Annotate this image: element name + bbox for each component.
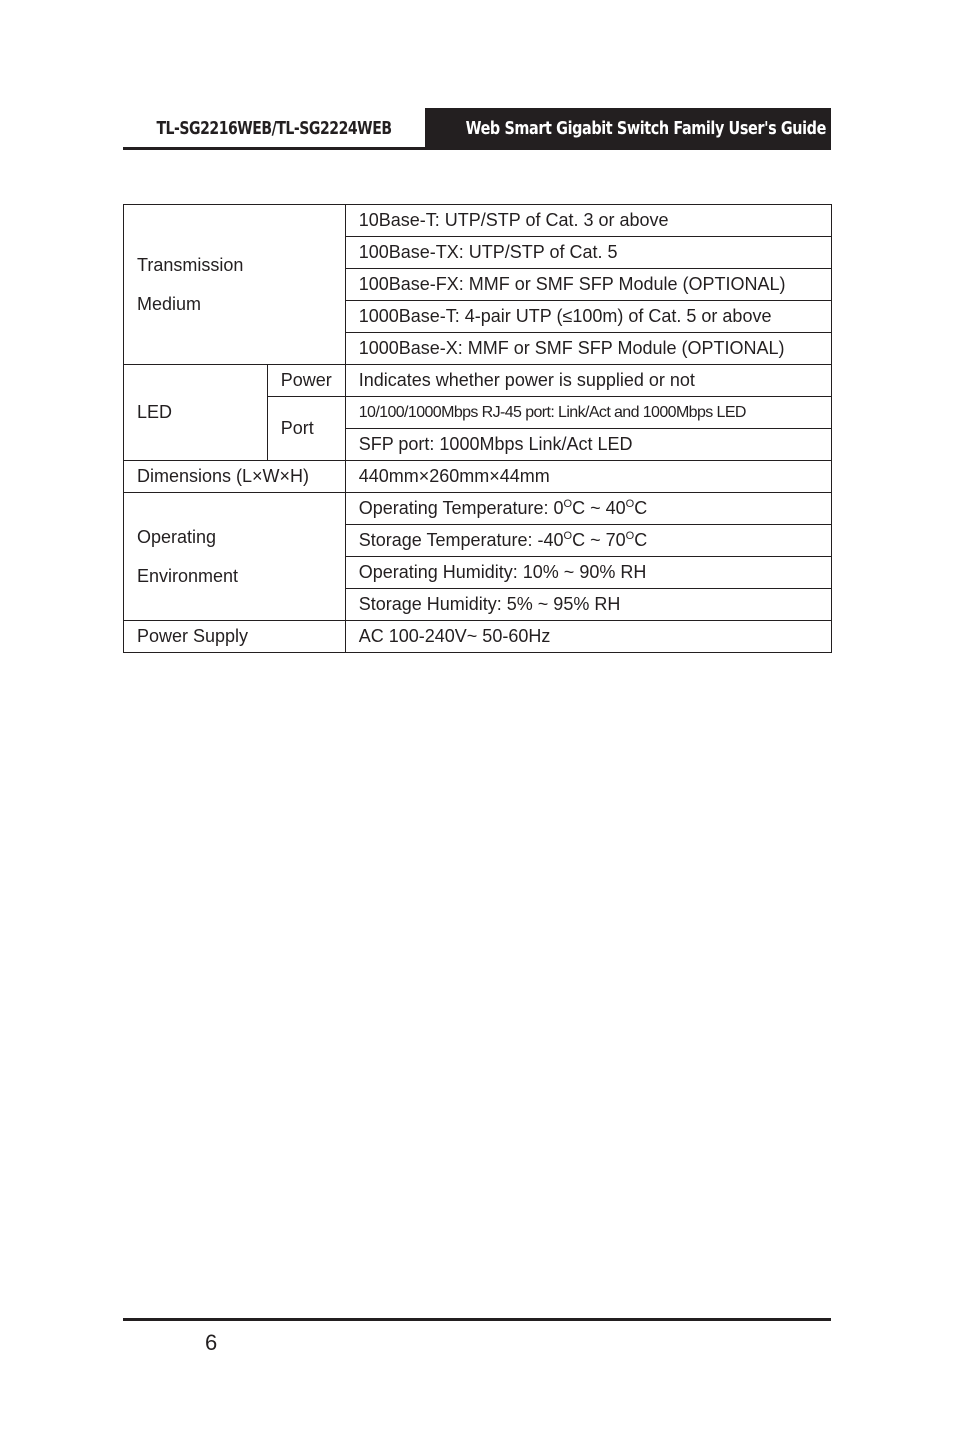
led-port-label: Port	[267, 397, 345, 461]
header-guide-box	[425, 108, 831, 150]
header-model: TL-SG2216WEB/TL-SG2224WEB	[156, 118, 392, 139]
transmission-label-line2: Medium	[137, 293, 202, 314]
led-power-value: Indicates whether power is supplied or not	[345, 365, 831, 397]
footer-rule	[123, 1318, 831, 1321]
table-row	[124, 205, 832, 237]
table-row	[124, 493, 832, 525]
table-row	[124, 365, 832, 397]
led-port-value: SFP port: 1000Mbps Link/Act LED	[345, 429, 831, 461]
table-row	[124, 461, 832, 493]
page-number: 6	[205, 1330, 218, 1355]
spec-table	[123, 204, 832, 653]
page-header	[123, 108, 831, 150]
led-port-value: 10/100/1000Mbps RJ-45 port: Link/Act and 1000Mbps LED	[345, 397, 831, 429]
transmission-value: 10Base-T: UTP/STP of Cat. 3 or above	[345, 205, 831, 237]
led-label: LED	[124, 365, 268, 461]
led-power-label: Power	[267, 365, 345, 397]
header-guide-title: Web Smart Gigabit Switch Family User's Guide	[465, 118, 826, 139]
transmission-value: 100Base-FX: MMF or SMF SFP Module (OPTIONAL)	[345, 269, 831, 301]
table-row	[124, 621, 832, 653]
dimensions-value: 440mm×260mm×44mm	[345, 461, 831, 493]
storage-temperature: Storage Temperature: $-40^OC$ ~ $70^OC$	[345, 525, 831, 557]
transmission-label	[124, 205, 346, 365]
transmission-value: 100Base-TX: UTP/STP of Cat. 5	[345, 237, 831, 269]
environment-label	[124, 493, 346, 621]
header-rule	[123, 147, 425, 150]
transmission-label-line1: Transmission	[137, 254, 244, 275]
transmission-value: 1000Base-X: MMF or SMF SFP Module (OPTIONAL)	[345, 333, 831, 365]
dimensions-label: Dimensions (L×W×H)	[124, 461, 346, 493]
power-supply-label: Power Supply	[124, 621, 346, 653]
power-supply-value: AC 100-240V~ 50-60Hz	[345, 621, 831, 653]
operating-temperature: Operating Temperature: $0^OC$ ~ $40^OC$	[345, 493, 831, 525]
environment-label-line1: Operating	[137, 526, 217, 547]
operating-humidity: Operating Humidity: 10% ~ 90% RH	[345, 557, 831, 589]
transmission-value: 1000Base-T: 4-pair UTP (≤100m) of Cat. 5 or above	[345, 301, 831, 333]
storage-humidity: Storage Humidity: 5% ~ 95% RH	[345, 589, 831, 621]
environment-label-line2: Environment	[137, 565, 239, 586]
